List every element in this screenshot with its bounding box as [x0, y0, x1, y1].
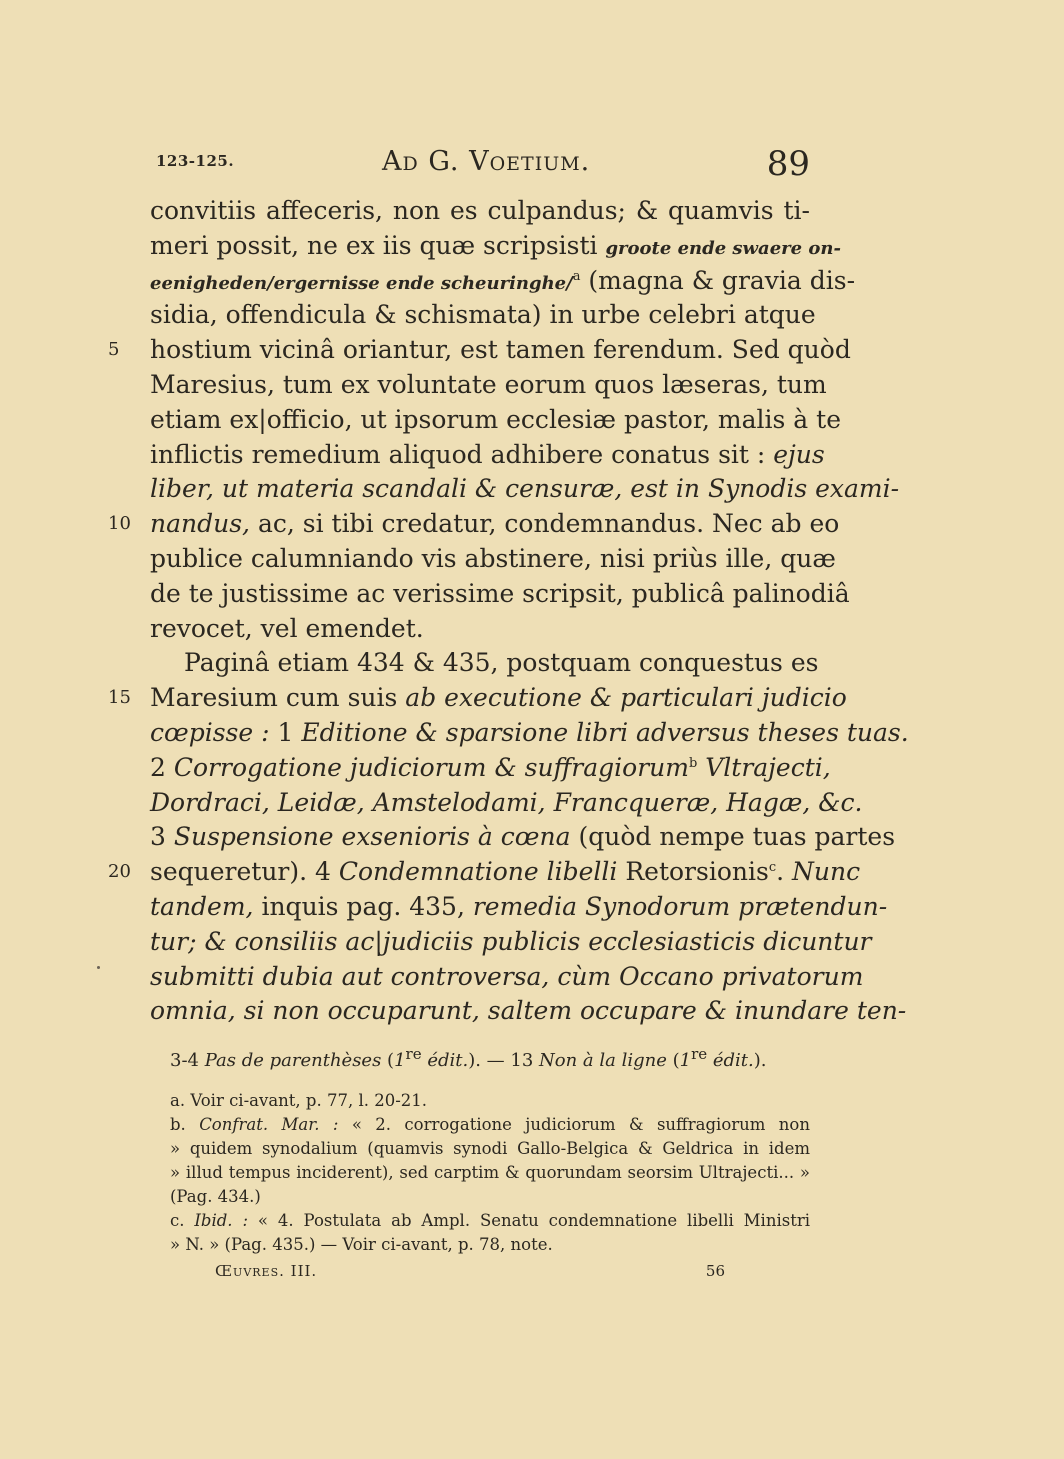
text-run: . [776, 857, 792, 887]
footnote-line [170, 1161, 810, 1185]
text-run: Editione & sparsione libri adversus theses tuas. [301, 717, 909, 747]
text-line [150, 925, 872, 960]
text-run: édit. [707, 1050, 754, 1071]
text-line [150, 994, 907, 1029]
text-run: meri possit, ne ex iis quæ scripsisti [150, 230, 606, 260]
signature-left: Œuvres. III. [215, 1262, 318, 1280]
footnote-line [170, 1113, 810, 1137]
text-run: submitti dubia aut controversa, cùm Occano privatorum [150, 961, 864, 991]
text-line [150, 542, 836, 577]
text-run: Pas de parenthèses [204, 1050, 382, 1071]
text-run: b. [170, 1115, 200, 1134]
text-run: Dordraci, Leidæ, Amstelodami, Francqueræ, Hagæ, &c. [150, 787, 863, 817]
text-run: 1 [394, 1050, 406, 1071]
text-run: tur; & consiliis ac|judiciis publicis ecclesiasticis dicuntur [150, 926, 872, 956]
text-run: Retorsionis [617, 857, 769, 887]
text-run: sidia, offendicula & schismata) in urbe celebri atque [150, 300, 816, 330]
text-line [150, 751, 831, 786]
footnote-line [170, 1185, 810, 1209]
text-run: c. [170, 1211, 195, 1230]
running-title: Ad G. Voetium. [382, 146, 591, 177]
text-run: Non à la ligne [539, 1050, 667, 1071]
text-run: Maresium cum suis [150, 683, 406, 713]
text-run: Corrogatione judiciorum & suffragiorum [173, 752, 689, 782]
footnote-ref: b [688, 755, 698, 771]
text-run: Nunc [792, 857, 861, 887]
text-run: ejus [773, 439, 825, 469]
text-run: ). [753, 1050, 767, 1071]
text-run: édit. [421, 1050, 469, 1071]
footnote-line [170, 1137, 810, 1161]
text-line [150, 264, 856, 299]
line-number: 15 [108, 687, 131, 709]
text-run: revocet, vel emendet. [150, 613, 424, 643]
footnote-line [170, 1233, 810, 1257]
text-line [150, 577, 850, 612]
text-run: (magna & gravia dis- [580, 265, 856, 295]
text-run: ac, si tibi credatur, condemnandus. Nec ab eo [250, 509, 840, 539]
text-run: a. Voir ci-avant, p. 77, l. 20-21. [170, 1091, 428, 1110]
text-run: remedia Synodorum prætendun- [472, 891, 888, 921]
text-run: Maresius, tum ex voluntate eorum quos læseras, tum [150, 369, 827, 399]
text-run: Confrat. Mar. : [199, 1115, 339, 1134]
text-run: ). — 13 [468, 1050, 540, 1071]
text-run: Suspensione exsenioris à cœna [173, 822, 571, 852]
text-line [108, 681, 847, 716]
text-run: 3 [150, 822, 174, 852]
text-line [150, 786, 863, 821]
text-line [108, 855, 861, 890]
text-run: 1 [277, 717, 302, 747]
text-line [108, 333, 851, 368]
text-run: Vltrajecti, [697, 752, 831, 782]
text-line [150, 612, 810, 647]
text-run: nandus, [150, 509, 250, 539]
variant-note [170, 1042, 810, 1073]
text-run: Condemnatione libelli [338, 857, 618, 887]
text-run: eenigheden/ergernisse ende scheuringhe/ [150, 272, 573, 294]
text-line [150, 716, 909, 751]
text-run: etiam ex|officio, ut ipsorum ecclesiæ pastor, malis à te [150, 404, 842, 434]
text-run: » N. » (Pag. 435.) — Voir ci-avant, p. 78, note. [170, 1235, 553, 1254]
text-run: « 2. corrogatione judiciorum & suffragiorum non [338, 1115, 810, 1134]
signature-line [215, 1262, 725, 1286]
text-line [150, 646, 819, 681]
text-line [150, 229, 841, 264]
line-number: 20 [108, 861, 131, 883]
footnote-line [170, 1089, 810, 1113]
text-run: inquis pag. 435, [253, 891, 473, 921]
text-run: » quidem synodalium (quamvis synodi Gallo-Belgica & Geldrica in idem [170, 1139, 810, 1158]
running-header [150, 146, 810, 182]
text-run: (Pag. 434.) [170, 1187, 261, 1206]
text-run: (quòd nempe tuas partes [570, 822, 896, 852]
text-run: liber, ut materia scandali & censuræ, est in Synodis exami- [150, 474, 900, 504]
line-number: 10 [108, 513, 131, 535]
text-run: 3-4 [170, 1050, 205, 1071]
text-line [150, 960, 864, 995]
text-line [150, 194, 810, 229]
text-line [150, 298, 816, 333]
footnote-ref: re [405, 1045, 422, 1063]
footnotes [170, 1089, 810, 1257]
text-line [150, 820, 896, 855]
footnote-ref: c [768, 860, 777, 876]
letter-range: 123-125. [156, 152, 235, 170]
signature-number: 56 [705, 1262, 725, 1280]
text-line [150, 890, 888, 925]
text-line [150, 368, 827, 403]
text-run: sequeretur). 4 [150, 857, 339, 887]
text-run: hostium vicinâ oriantur, est tamen ferendum. Sed quòd [150, 335, 851, 365]
text-run: publice calumniando vis abstinere, nisi priùs ille, quæ [150, 543, 836, 573]
text-run: Paginâ etiam 434 & 435, postquam conquestus es [184, 648, 819, 678]
line-number: 5 [108, 339, 120, 361]
text-run: omnia, si non occuparunt, saltem occupare & inundare ten- [150, 996, 907, 1026]
text-run: » illud tempus inciderent), sed carptim & quorundam seorsim Ultrajecti... » [170, 1163, 810, 1182]
text-line [150, 403, 842, 438]
notes-section [170, 1042, 810, 1257]
text-run: groote ende swaere on- [605, 237, 841, 259]
text-run: tandem, [150, 891, 254, 921]
footnote-ref: a [572, 268, 581, 284]
text-line [150, 438, 825, 473]
text-run: convitiis affeceris, non es culpandus; & quamvis ti- [150, 196, 810, 225]
text-line [150, 472, 900, 507]
text-run: inflictis remedium aliquod adhibere conatus sit : [150, 439, 774, 469]
text-run: 1 [679, 1050, 692, 1071]
text-line [108, 507, 840, 542]
footnote-line [170, 1209, 810, 1233]
page-number: 89 [766, 144, 810, 184]
text-run: ( [666, 1050, 680, 1071]
text-run: ( [381, 1050, 395, 1071]
text-run: Ibid. : [194, 1211, 249, 1230]
text-run: « 4. Postulata ab Ampl. Senatu condemnatione libelli Ministri [248, 1211, 810, 1230]
text-run: de te justissime ac verissime scripsit, publicâ palinodiâ [150, 578, 850, 608]
margin-mark [97, 966, 100, 969]
text-run: 2 [150, 752, 174, 782]
text-run: cœpisse : [150, 717, 278, 747]
text-run: ab executione & particulari judicio [405, 683, 847, 713]
footnote-ref: re [691, 1045, 708, 1063]
main-text [108, 194, 909, 1029]
